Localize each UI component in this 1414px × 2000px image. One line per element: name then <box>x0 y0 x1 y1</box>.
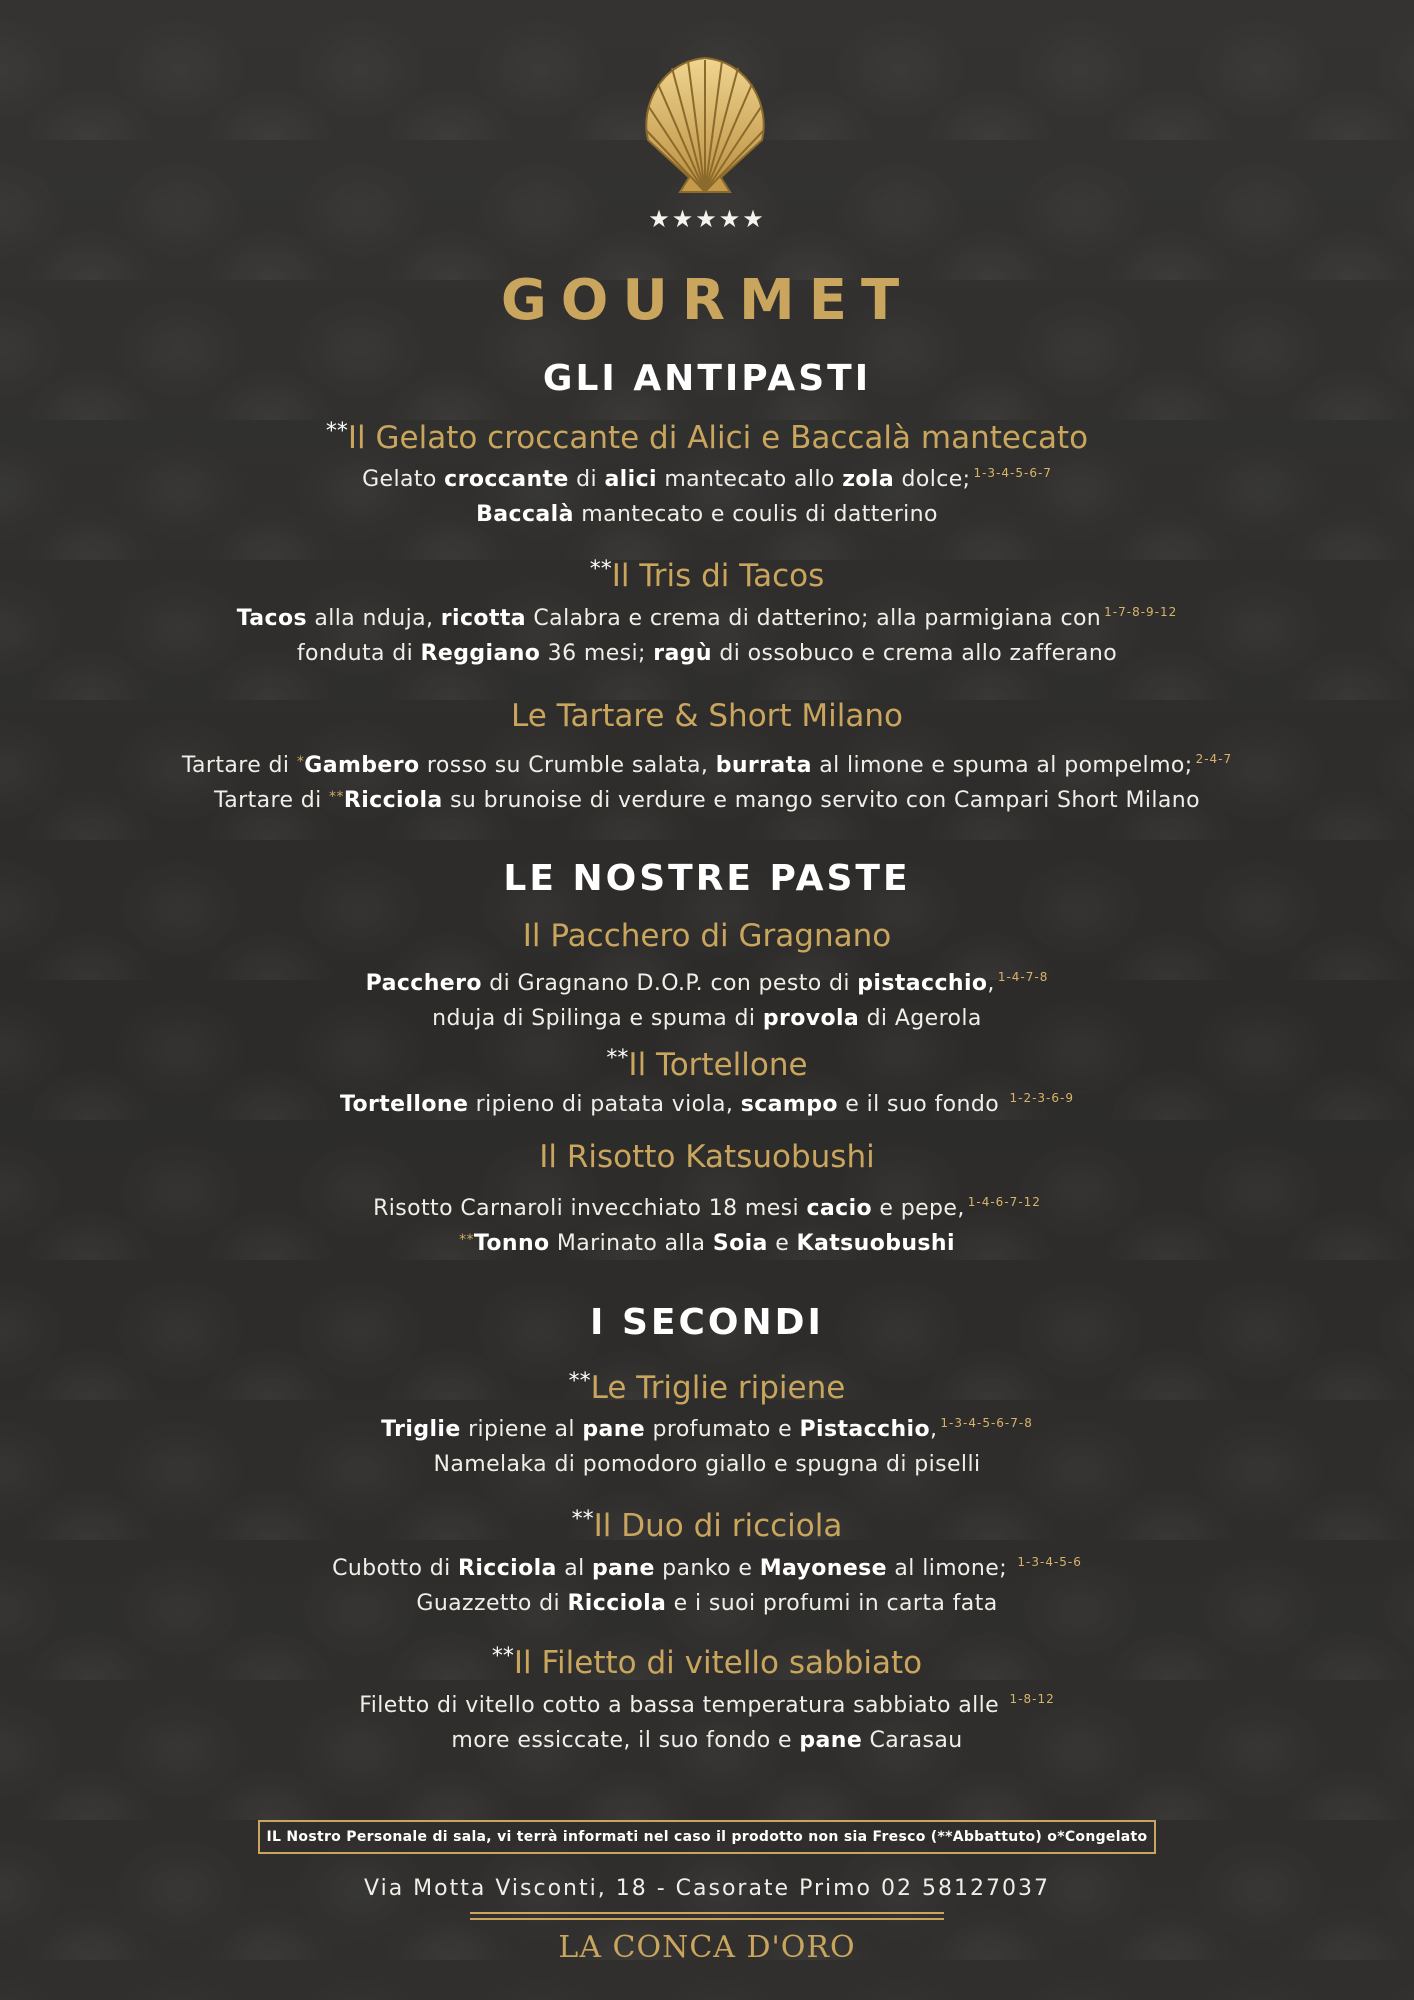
dish-description-line: Risotto Carnaroli invecchiato 18 mesi cacio e pepe, $^{1-4-6-7-12}$ <box>373 1195 1041 1221</box>
dish-prefix: ** <box>568 1369 591 1394</box>
dish-title <box>0 1369 1414 1406</box>
section-title-paste: LE NOSTRE PASTE <box>503 858 911 899</box>
dish-description-line: Triglie ripiene al pane profumato e Pistacchio, $^{1-3-4-5-6-7-8}$ <box>381 1416 1033 1442</box>
allergen-codes: 1-4-6-7-12 <box>967 1195 1041 1209</box>
dish-name: Le Tartare & Short Milano <box>511 698 903 734</box>
scallop-shell-logo <box>630 52 780 202</box>
address-phone: Via Motta Visconti, 18 - Casorate Primo 02 58127037 <box>364 1876 1050 1901</box>
dish-name: Il Duo di ricciola <box>593 1508 843 1544</box>
section-title-secondi: I SECONDI <box>590 1302 824 1343</box>
allergen-codes: 1-3-4-5-6-7 <box>973 466 1052 480</box>
dish-name: Le Triglie ripiene <box>590 1370 846 1406</box>
dish-name: Il Pacchero di Gragnano <box>522 918 892 954</box>
allergen-codes: 2-4-7 <box>1195 752 1233 766</box>
dish-name: Il Gelato croccante di Alici e Baccalà mantecato <box>347 420 1089 456</box>
dish-name: Il Tortellone <box>628 1047 808 1083</box>
dish-title <box>0 1139 1414 1175</box>
allergen-codes: 1-7-8-9-12 <box>1104 605 1178 619</box>
dish-title <box>0 419 1414 456</box>
dish-prefix: ** <box>325 419 348 444</box>
dish-description-line: Tartare di *Gambero rosso su Crumble salata, burrata al limone e spuma al pompelmo; $^{2-4-7}$ <box>181 752 1233 778</box>
dish-title <box>0 1507 1414 1544</box>
notice-box: IL Nostro Personale di sala, vi terrà informati nel caso il prodotto non sia Fresco (**Abbattuto) o*Congelato <box>258 1820 1156 1854</box>
allergen-codes: 1-4-7-8 <box>997 970 1049 984</box>
dish-prefix: ** <box>589 557 612 582</box>
dish-description-line: more essiccate, il suo fondo e pane Carasau <box>451 1728 963 1753</box>
dish-name: Il Tris di Tacos <box>611 558 825 594</box>
dish-description-line: Tortellone ripieno di patata viola, scampo e il suo fondo $^{1-2-3-6-9}$ <box>340 1091 1074 1117</box>
dish-title <box>0 1046 1414 1083</box>
dish-prefix: ** <box>606 1046 629 1071</box>
dish-description-line: Tartare di **Ricciola su brunoise di verdure e mango servito con Campari Short Milano <box>214 788 1200 813</box>
allergen-codes: 1-2-3-6-9 <box>1009 1091 1074 1105</box>
allergen-codes: 1-3-4-5-6 <box>1017 1555 1082 1569</box>
dish-description-line: Guazzetto di Ricciola e i suoi profumi in carta fata <box>416 1591 998 1616</box>
dish-description-line: Cubotto di Ricciola al pane panko e Mayonese al limone; $^{1-3-4-5-6}$ <box>332 1555 1082 1581</box>
dish-title <box>0 698 1414 734</box>
divider-line <box>470 1918 944 1920</box>
dish-description-line: **Tonno Marinato alla Soia e Katsuobushi <box>459 1231 955 1256</box>
five-stars-rating: ★★★★★ <box>648 205 766 233</box>
dish-name: Il Filetto di vitello sabbiato <box>513 1645 923 1681</box>
divider-line <box>470 1912 944 1914</box>
section-title-antipasti: GLI ANTIPASTI <box>542 358 872 399</box>
dish-description-line: Pacchero di Gragnano D.O.P. con pesto di pistacchio, $^{1-4-7-8}$ <box>365 970 1049 996</box>
dish-prefix: ** <box>571 1507 594 1532</box>
dish-title <box>0 918 1414 954</box>
dish-prefix: ** <box>491 1644 514 1669</box>
dish-description-line: Baccalà mantecato e coulis di datterino <box>476 502 938 527</box>
allergen-codes: 1-8-12 <box>1009 1692 1055 1706</box>
dish-description-line: Tacos alla nduja, ricotta Calabra e crema di datterino; alla parmigiana con $^{1-7-8-9-12}$ <box>236 605 1178 631</box>
dish-description-line: fonduta di Reggiano 36 mesi; ragù di ossobuco e crema allo zafferano <box>296 641 1118 666</box>
restaurant-name: LA CONCA D'ORO <box>558 1930 856 1965</box>
dish-description-line: Filetto di vitello cotto a bassa temperatura sabbiato alle $^{1-8-12}$ <box>359 1692 1055 1718</box>
dish-name: Il Risotto Katsuobushi <box>539 1139 875 1175</box>
dish-description-line: Gelato croccante di alici mantecato allo zola dolce; $^{1-3-4-5-6-7}$ <box>362 466 1052 492</box>
dish-description-line: nduja di Spilinga e spuma di provola di Agerola <box>432 1006 982 1031</box>
dish-title <box>0 1644 1414 1681</box>
allergen-codes: 1-3-4-5-6-7-8 <box>940 1416 1033 1430</box>
dish-title <box>0 557 1414 594</box>
dish-description-line: Namelaka di pomodoro giallo e spugna di piselli <box>433 1452 981 1477</box>
brand-title: GOURMET <box>500 268 914 333</box>
